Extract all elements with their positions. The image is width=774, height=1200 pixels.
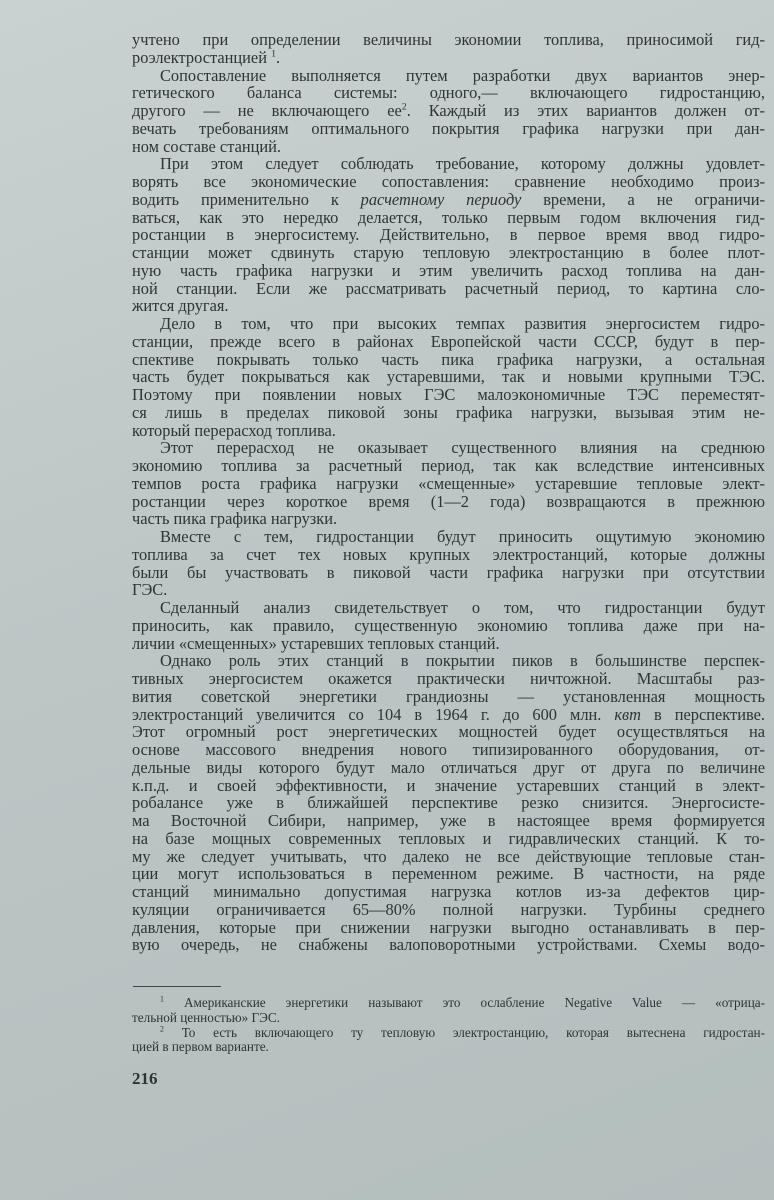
- text-line: вития советской энергетики грандиозны — установленная мощность: [132, 686, 765, 706]
- paragraph: [132, 155, 765, 315]
- text-line: тельной ценностью» ГЭС.: [132, 1009, 280, 1025]
- paragraph: [132, 67, 765, 156]
- text-line: на базе мощных современных тепловых и гидравлических станций. К то-: [132, 828, 765, 848]
- footnote-marker: 1: [160, 994, 164, 1004]
- text-line: были бы участвовать в пиковой части графика нагрузки при отсутствии: [132, 562, 765, 582]
- paragraph: [132, 528, 765, 599]
- paragraph: [132, 315, 765, 439]
- text-line: вую очередь, не снабжены валоповоротными устройствами. Схемы водо-: [132, 935, 765, 955]
- text-line: приносить, как правило, существенную экономию топлива даже при на-: [132, 615, 765, 635]
- text-line: ростанции через короткое время (1—2 года) возвращаются в прежнюю: [132, 491, 765, 511]
- text-line: куляции ограничивается 65—80% полной нагрузки. Турбины среднего: [132, 899, 765, 919]
- italic-text: расчетному периоду: [360, 189, 522, 209]
- text-segment: времени, а не ограничи-: [521, 189, 766, 209]
- text-line: При этом следует соблюдать требование, которому должны удовлет-: [160, 154, 765, 174]
- text-line: тивных энергосистем окажется практически ничтожной. Масштабы раз-: [132, 669, 765, 688]
- text-line: ную часть графика нагрузки и этим увеличить расход топлива на дан-: [132, 260, 765, 280]
- text-line: часть пика графика нагрузки.: [132, 509, 338, 529]
- paragraph: [132, 599, 765, 652]
- italic-text: квт: [614, 704, 641, 724]
- text-segment: электростанций увеличится со 104 в 1964 г. до 600 млн.: [132, 704, 615, 724]
- text-line: станций минимально допустимая нагрузка котлов из-за дефектов цир-: [132, 882, 765, 901]
- text-line: давления, которые при снижении нагрузки выгодно останавливать в пер-: [132, 917, 765, 937]
- page-number: 216: [132, 1069, 158, 1088]
- text-line: Вместе с тем, гидростанции будут приносить ощутимую экономию: [160, 527, 765, 546]
- text-line: дельные виды которого будут мало отличаться друг от друга по величине: [132, 757, 765, 777]
- text-line: му же следует учитывать, что далеко не все действующие тепловые стан-: [132, 846, 765, 866]
- text-line: [132, 191, 765, 209]
- footnote-divider: [133, 986, 221, 987]
- footnote-marker: 2: [160, 1024, 164, 1034]
- text-line: топлива за счет тех новых крупных электростанций, которые должны: [132, 544, 765, 564]
- text-line: ростанции в энергосистему. Действительно, в первое время ввод гидро-: [132, 225, 765, 245]
- text-line: спективе покрывать только часть пика графика нагрузки, а остальная: [132, 349, 765, 369]
- paragraph: [132, 439, 765, 528]
- body-text: [132, 31, 765, 954]
- text-line: ваться, как это нередко делается, только первым годом включения гид-: [132, 207, 765, 227]
- text-line: Сопоставление выполняется путем разработки двух вариантов энер-: [160, 65, 765, 85]
- text-segment: другого — не включающего ее: [132, 101, 402, 120]
- text-line: цией в первом варианте.: [132, 1039, 269, 1055]
- text-line: основе массового внедрения нового типизированного оборудования, от-: [132, 740, 765, 759]
- text-line: [132, 996, 765, 1011]
- paragraph: [132, 31, 765, 67]
- text-line: [132, 102, 765, 120]
- text-line: Сделанный анализ свидетельствует о том, что гидростанции будут: [160, 598, 765, 617]
- text-line: станции может сдвинуть старую тепловую электростанцию в более плот-: [132, 243, 765, 262]
- text-line: вечать требованиям оптимального покрытия графика нагрузки при дан-: [132, 118, 765, 138]
- text-line: гетического баланса системы: одного,— включающего гидростанцию,: [132, 83, 765, 103]
- footnote: [132, 1026, 765, 1056]
- text-line: ном составе станций.: [132, 136, 282, 156]
- text-segment: То есть включающего ту тепловую электростанцию, которая вытеснена гидростан-: [163, 1024, 765, 1040]
- footnote-marker: 2: [401, 101, 407, 113]
- footnote: [132, 996, 765, 1026]
- text-line: [132, 1026, 765, 1041]
- text-line: который перерасход топлива.: [132, 420, 336, 440]
- footnotes: [132, 996, 765, 1055]
- text-line: [132, 49, 765, 67]
- text-segment: водить применительно к: [132, 189, 361, 209]
- text-line: ции могут использоваться в переменном режиме. В частности, на ряде: [132, 864, 765, 884]
- text-line: Дело в том, что при высоких темпах развития энергосистем гидро-: [160, 314, 765, 333]
- text-line: ся лишь в пределах пиковой зоны графика нагрузки, вызывая этим не-: [132, 402, 765, 422]
- text-line: экономию топлива за расчетный период, так как вследствие интенсивных: [132, 456, 765, 475]
- text-line: Однако роль этих станций в покрытии пиков в большинстве перспек-: [160, 651, 765, 671]
- text-line: ГЭС.: [132, 580, 168, 600]
- text-line: ной станции. Если же рассматривать расчетный период, то картина сло-: [132, 278, 765, 298]
- paragraph: [132, 652, 765, 954]
- text-line: учтено при определении величины экономии топлива, приносимой гид-: [132, 30, 765, 49]
- text-line: ворять все экономические сопоставления: сравнение необходимо произ-: [132, 172, 765, 191]
- text-segment: роэлектростанцией: [132, 47, 272, 67]
- text-line: Поэтому при появлении новых ГЭС малоэкономичные ТЭС переместят-: [132, 385, 765, 404]
- text-line: часть будет покрываться как устаревшими, так и новыми крупными ТЭС.: [132, 367, 765, 387]
- text-line: станции, прежде всего в районах Европейской части СССР, будут в пер-: [132, 331, 765, 351]
- text-line: ма Восточной Сибири, например, уже в настоящее время формируется: [132, 811, 765, 830]
- text-segment: Американские энергетики называют это ослабление Negative Value — «отрица-: [163, 995, 765, 1010]
- text-line: темпов роста графика нагрузки «смещенные» устаревшие тепловые элект-: [132, 473, 765, 493]
- text-segment: . Каждый из этих вариантов должен от-: [406, 101, 765, 120]
- text-line: личии «смещенных» устаревших тепловых станций.: [132, 633, 500, 653]
- text-line: жится другая.: [132, 296, 229, 316]
- text-segment: .: [276, 47, 281, 67]
- text-line: к.п.д. и своей эффективности, и значение устаревших станций в элект-: [132, 775, 765, 795]
- footnote-marker: 1: [271, 48, 276, 60]
- text-line: Этот огромный рост энергетических мощностей будет осуществляться на: [132, 722, 765, 742]
- text-line: робалансе уже в ближайшей перспективе резко снизится. Энергосисте-: [132, 793, 765, 813]
- text-segment: в перспективе.: [641, 704, 765, 724]
- text-line: [132, 706, 765, 724]
- text-line: Этот перерасход не оказывает существенного влияния на среднюю: [160, 438, 765, 458]
